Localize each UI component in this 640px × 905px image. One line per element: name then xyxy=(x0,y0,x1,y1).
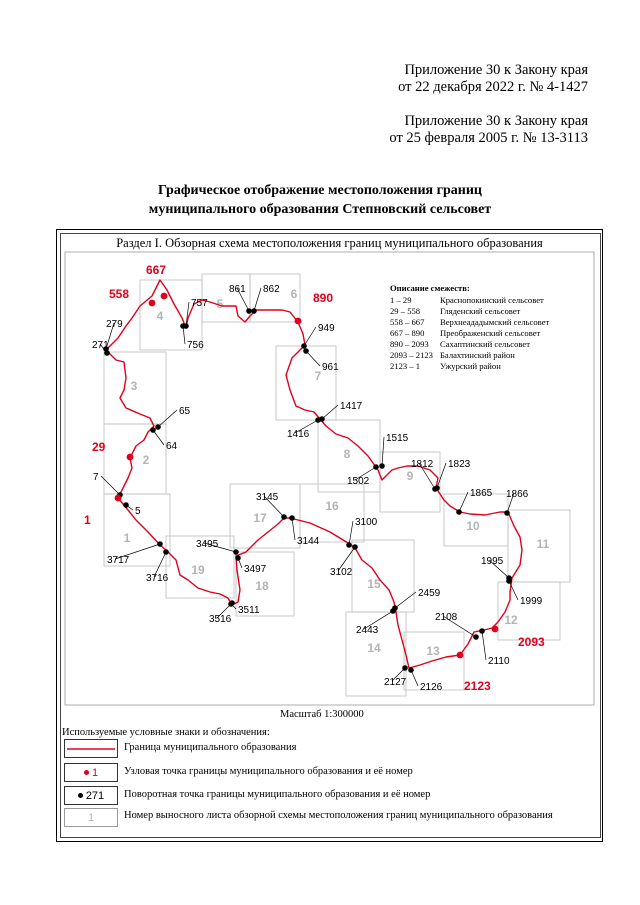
adjacency-range: 2093 – 2123 xyxy=(390,350,433,360)
turn-point-dot xyxy=(379,463,385,469)
legend-node-text: Узловая точка границы муниципального образования и её номер xyxy=(124,766,413,777)
adjacency-range: 890 – 2093 xyxy=(390,339,429,349)
sheet-number: 5 xyxy=(216,297,224,311)
turn-point-label: 3145 xyxy=(256,492,279,503)
adjacency-range: 558 – 667 xyxy=(390,317,425,327)
turn-point-label: 3516 xyxy=(209,614,232,625)
turn-point-label: 1995 xyxy=(481,556,504,567)
node-point-label: 558 xyxy=(109,287,130,301)
turn-point-label: 1417 xyxy=(340,401,363,412)
title-line: Графическое отображение местоположения границ xyxy=(158,183,482,198)
turn-point-label: 861 xyxy=(229,284,246,295)
map-scale: Масштаб 1:300000 xyxy=(280,709,364,720)
node-point-dot xyxy=(115,495,122,502)
turn-point-dot xyxy=(155,424,161,430)
turn-point-dot xyxy=(473,634,479,640)
node-point-label: 29 xyxy=(92,440,106,454)
sheet-frame xyxy=(352,540,414,612)
turn-point-dot xyxy=(506,575,512,581)
turn-point-label: 1502 xyxy=(347,476,370,487)
red-dot-icon xyxy=(84,770,89,775)
adjacency-name: Гляденский сельсовет xyxy=(440,306,521,316)
turn-point-dot xyxy=(163,549,169,555)
adjacency-range: 2123 – 1 xyxy=(390,361,421,371)
sheet-number: 4 xyxy=(156,309,164,323)
turn-point-label: 64 xyxy=(166,441,178,452)
turn-point-label: 271 xyxy=(92,340,109,351)
turn-point-label: 2127 xyxy=(384,677,407,688)
sheet-number: 1 xyxy=(123,531,131,545)
turn-point-dot xyxy=(229,600,235,606)
adjacency-row xyxy=(390,306,549,317)
turn-point-label: 1865 xyxy=(470,488,493,499)
node-point-dot xyxy=(127,454,134,461)
turn-point-dot xyxy=(251,308,257,314)
turn-point-label: 2459 xyxy=(418,588,441,599)
legend-boundary-symbol xyxy=(64,739,118,758)
turn-point-dot xyxy=(104,350,110,356)
turn-point-label: 3717 xyxy=(107,555,130,566)
turn-point-label: 5 xyxy=(135,506,141,517)
turn-point-label: 862 xyxy=(263,284,280,295)
adjacency-range: 29 – 558 xyxy=(390,306,421,316)
node-point-label: 667 xyxy=(146,263,167,277)
header-line: Приложение 30 к Закону края xyxy=(404,62,588,78)
legend-sheet-text: Номер выносного листа обзорной схемы местоположения границ муниципального образования xyxy=(124,810,553,821)
turn-point-dot xyxy=(150,427,156,433)
turn-point-dot xyxy=(123,502,129,508)
sheet-number: 13 xyxy=(426,644,440,658)
adjacency-row xyxy=(390,339,549,350)
black-dot-icon xyxy=(78,793,83,798)
adjacency-name: Краснопокинский сельсовет xyxy=(440,295,544,305)
sheet-number: 15 xyxy=(367,577,381,591)
legend-node-sample: 1 xyxy=(91,766,99,779)
node-point-dot xyxy=(295,318,302,325)
turn-point-dot xyxy=(235,555,241,561)
turn-point-dot xyxy=(180,323,186,329)
legend-sheet-sample: 1 xyxy=(87,811,95,824)
turn-point-dot xyxy=(352,544,358,550)
sheet-number: 17 xyxy=(253,511,267,525)
sheet-frame xyxy=(276,346,336,420)
node-point-dot xyxy=(161,293,168,300)
node-point-label: 1 xyxy=(84,513,91,527)
sheet-number: 7 xyxy=(314,369,322,383)
turn-point-dot xyxy=(390,608,396,614)
legend-title: Используемые условные знаки и обозначения: xyxy=(62,727,270,738)
legend-node-symbol xyxy=(64,763,118,782)
turn-point-label: 2126 xyxy=(420,682,443,693)
legend-boundary-text: Граница муниципального образования xyxy=(124,742,297,753)
turn-point-label: 3497 xyxy=(244,564,267,575)
node-point-dot xyxy=(149,300,156,307)
turn-point-dot xyxy=(246,308,252,314)
turn-point-dot xyxy=(408,667,414,673)
turn-point-dot xyxy=(346,542,352,548)
turn-point-label: 3144 xyxy=(297,536,320,547)
adjacency-name: Ужурский район xyxy=(440,361,501,371)
adjacency-name: Сахаптинский сельсовет xyxy=(440,339,530,349)
turn-point-dot xyxy=(402,665,408,671)
adjacency-range: 1 – 29 xyxy=(390,295,412,305)
turn-point-dot xyxy=(233,549,239,555)
sheet-number: 2 xyxy=(142,453,150,467)
legend-turn-symbol xyxy=(64,786,118,805)
node-point-label: 890 xyxy=(313,291,334,305)
adjacency-row xyxy=(390,361,549,372)
turn-point-label: 757 xyxy=(191,298,208,309)
section-title: Раздел I. Обзорная схема местоположения границ муниципального образования xyxy=(116,236,543,250)
turn-point-label: 1812 xyxy=(411,459,434,470)
adjacency-range: 667 – 890 xyxy=(390,328,425,338)
adjacency-row xyxy=(390,317,549,328)
adjacency-row xyxy=(390,350,549,361)
turn-point-dot xyxy=(432,486,438,492)
turn-point-dot xyxy=(281,514,287,520)
turn-point-dot xyxy=(303,348,309,354)
turn-point-dot xyxy=(315,417,321,423)
sheet-number: 16 xyxy=(325,499,339,513)
header-line: от 25 февраля 2005 г. № 13-3113 xyxy=(389,130,588,146)
turn-point-dot xyxy=(479,628,485,634)
turn-point-label: 2108 xyxy=(435,612,458,623)
sheet-number: 19 xyxy=(191,563,205,577)
node-point-label: 2123 xyxy=(464,679,491,693)
turn-point-label: 1999 xyxy=(520,596,543,607)
adjacency-name: Преображенский сельсовет xyxy=(440,328,541,338)
header-line: Приложение 30 к Закону края xyxy=(404,113,588,129)
turn-point-label: 1866 xyxy=(506,489,529,500)
adjacency-row xyxy=(390,295,549,306)
header-line: от 22 декабря 2022 г. № 4-1427 xyxy=(398,79,588,95)
sheet-number: 14 xyxy=(367,641,381,655)
turn-point-label: 3511 xyxy=(238,605,260,616)
turn-point-label: 2110 xyxy=(488,656,510,667)
title-line: муниципального образования Степновский сельсовет xyxy=(148,202,492,217)
turn-point-dot xyxy=(456,509,462,515)
sheet-number: 9 xyxy=(406,469,414,483)
adjacency-row xyxy=(390,328,549,339)
turn-point-label: 7 xyxy=(93,472,99,483)
turn-point-label: 1515 xyxy=(386,433,409,444)
turn-point-label: 1823 xyxy=(448,459,471,470)
turn-point-label: 3495 xyxy=(196,539,219,550)
turn-point-dot xyxy=(157,541,163,547)
turn-point-label: 949 xyxy=(318,323,335,334)
turn-point-label: 3100 xyxy=(355,517,378,528)
sheet-number: 6 xyxy=(290,287,298,301)
turn-point-label: 2443 xyxy=(356,625,379,636)
turn-point-label: 756 xyxy=(187,340,204,351)
turn-point-label: 3102 xyxy=(330,567,353,578)
turn-point-label: 279 xyxy=(106,319,123,330)
turn-point-label: 1416 xyxy=(287,429,310,440)
turn-point-dot xyxy=(289,515,295,521)
adjacency-name: Верхнеададымский сельсовет xyxy=(440,317,550,327)
sheet-number: 11 xyxy=(536,537,550,551)
legend-sheet-symbol xyxy=(64,808,118,827)
turn-point-dot xyxy=(301,343,307,349)
adjacency-title: Описание смежеств: xyxy=(390,283,470,293)
sheet-number: 12 xyxy=(504,613,518,627)
sheet-number: 8 xyxy=(343,447,351,461)
sheet-number: 10 xyxy=(466,519,480,533)
adjacency-description xyxy=(390,283,549,372)
node-point-label: 2093 xyxy=(518,635,545,649)
adjacency-name: Балахтинский район xyxy=(440,350,515,360)
sheet-number: 3 xyxy=(130,379,138,393)
sheet-number: 18 xyxy=(255,579,269,593)
node-point-dot xyxy=(457,652,464,659)
turn-point-label: 65 xyxy=(179,406,191,417)
sheet-frame xyxy=(202,274,250,322)
turn-point-label: 961 xyxy=(322,362,339,373)
legend-turn-sample: 271 xyxy=(85,789,105,802)
legend-turn-text: Поворотная точка границы муниципального образования и её номер xyxy=(124,789,431,800)
node-point-dot xyxy=(492,626,499,633)
turn-point-label: 3716 xyxy=(146,573,169,584)
sheet-frame xyxy=(498,582,560,640)
turn-point-dot xyxy=(373,464,379,470)
turn-point-dot xyxy=(504,510,510,516)
